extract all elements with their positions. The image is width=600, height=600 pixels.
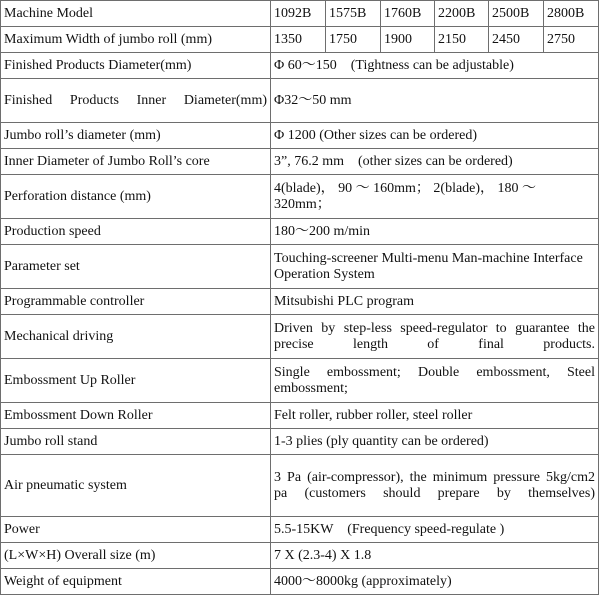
spec-label: Power [1,517,271,543]
spec-row [1,175,599,219]
spec-label: Jumbo roll’s diameter (mm) [1,123,271,149]
spec-row [1,359,599,403]
spec-value: Driven by step-less speed-regulator to guarantee the precise length of final products. [271,315,599,359]
width-cell: 1900 [381,27,435,53]
spec-value: 7 X (2.3-4) X 1.8 [271,543,599,569]
spec-label: Finished Products Diameter(mm) [1,53,271,79]
spec-value: 180～200 m/min [271,219,599,245]
spec-row [1,79,599,123]
spec-value: Mitsubishi PLC program [271,289,599,315]
width-cell: 1750 [326,27,381,53]
spec-value: Touching-screener Multi-menu Man-machine Interface Operation System [271,245,599,289]
spec-label: Programmable controller [1,289,271,315]
spec-value: 5.5-15KW (Frequency speed-regulate ) [271,517,599,543]
spec-label: Inner Diameter of Jumbo Roll’s core [1,149,271,175]
width-row [1,27,599,53]
spec-value: 4(blade)， 90 ～ 160mm； 2(blade)， 180 ～ 320mm； [271,175,599,219]
width-cell: 2750 [544,27,599,53]
model-cell: 1760B [381,1,435,27]
spec-row [1,569,599,595]
spec-value: Φ 1200 (Other sizes can be ordered) [271,123,599,149]
spec-label: Perforation distance (mm) [1,175,271,219]
width-cell: 1350 [271,27,326,53]
width-label: Maximum Width of jumbo roll (mm) [1,27,271,53]
header-row [1,1,599,27]
width-cell: 2450 [489,27,544,53]
spec-label: Finished Products Inner Diameter(mm) [1,79,271,123]
model-cell: 2800B [544,1,599,27]
spec-label: Embossment Down Roller [1,403,271,429]
header-label: Machine Model [1,1,271,27]
model-cell: 2200B [435,1,489,27]
model-cell: 1092B [271,1,326,27]
spec-value: Single embossment; Double embossment, Steel embossment; [271,359,599,403]
spec-row [1,403,599,429]
spec-row [1,123,599,149]
spec-row [1,219,599,245]
spec-row [1,429,599,455]
spec-label: Jumbo roll stand [1,429,271,455]
spec-row [1,543,599,569]
spec-row [1,53,599,79]
spec-value: Φ32～50 mm [271,79,599,123]
spec-label: Embossment Up Roller [1,359,271,403]
spec-row [1,149,599,175]
spec-row [1,245,599,289]
spec-row [1,455,599,517]
spec-label: Mechanical driving [1,315,271,359]
model-cell: 1575B [326,1,381,27]
spec-value: Felt roller, rubber roller, steel roller [271,403,599,429]
spec-value: Φ 60～150 (Tightness can be adjustable) [271,53,599,79]
spec-label: (L×W×H) Overall size (m) [1,543,271,569]
spec-row [1,315,599,359]
spec-row [1,289,599,315]
spec-value: 3”, 76.2 mm (other sizes can be ordered) [271,149,599,175]
spec-label: Air pneumatic system [1,455,271,517]
model-cell: 2500B [489,1,544,27]
spec-label: Weight of equipment [1,569,271,595]
spec-value: 1-3 plies (ply quantity can be ordered) [271,429,599,455]
spec-row [1,517,599,543]
spec-value: 4000～8000kg (approximately) [271,569,599,595]
width-cell: 2150 [435,27,489,53]
spec-value: 3 Pa (air-compressor), the minimum pressure 5kg/cm2 pa (customers should prepare by themselves) [271,455,599,517]
spec-label: Production speed [1,219,271,245]
spec-label: Parameter set [1,245,271,289]
